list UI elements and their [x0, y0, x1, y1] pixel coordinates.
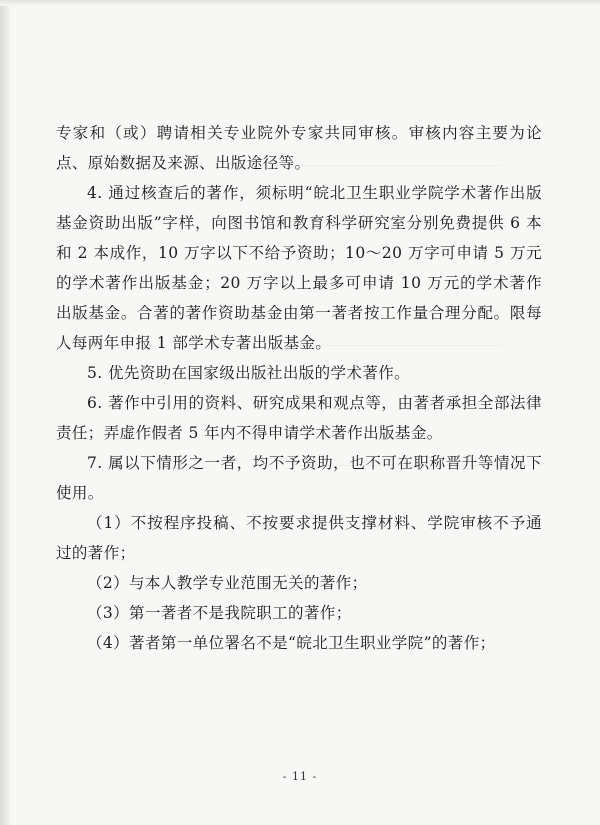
scan-edge-top [0, 0, 600, 6]
sub-item-1: （1）不按程序投稿、不按要求提供支撑材料、学院审核不予通过的著作； [56, 514, 542, 562]
paragraph-item-4: 4. 通过核查后的著作，须标明“皖北卫生职业学院学术著作出版基金资助出版”字样，向图书馆和教育科学研究室分别免费提供 6 本和 2 本成作，10 万字以下不给予资助；10～20 万字可申请 5 万元的学术著作出版基金；20 万字以上最多可申请 10 万元的学术著作出版基金。合著的著作资助基金由第一著者按工作量合理分配。限每人每两年申报 1 部学术专著出版基金。 [56, 184, 542, 352]
sub-item-4: （4）著者第一单位署名不是“皖北卫生职业学院”的著作； [87, 634, 496, 652]
paragraph-item-7: 7. 属以下情形之一者，均不予资助，也不可在职称晋升等情况下使用。 [56, 454, 542, 502]
body-text [56, 118, 542, 658]
scan-edge [0, 0, 10, 825]
sub-item-3: （3）第一著者不是我院职工的著作； [87, 604, 352, 622]
paragraph-continuation: 专家和（或）聘请相关专业院外专家共同审核。审核内容主要为论点、原始数据及来源、出版途径等。 [56, 124, 542, 172]
sub-item-2: （2）与本人教学专业范围无关的著作； [87, 574, 368, 592]
paragraph-item-5: 5. 优先资助在国家级出版社出版的学术著作。 [87, 364, 411, 382]
page-number: - 11 - [282, 770, 318, 783]
paragraph-item-6: 6. 著作中引用的资料、研究成果和观点等，由著者承担全部法律责任；弄虚作假者 5 年内不得申请学术著作出版基金。 [56, 394, 542, 442]
